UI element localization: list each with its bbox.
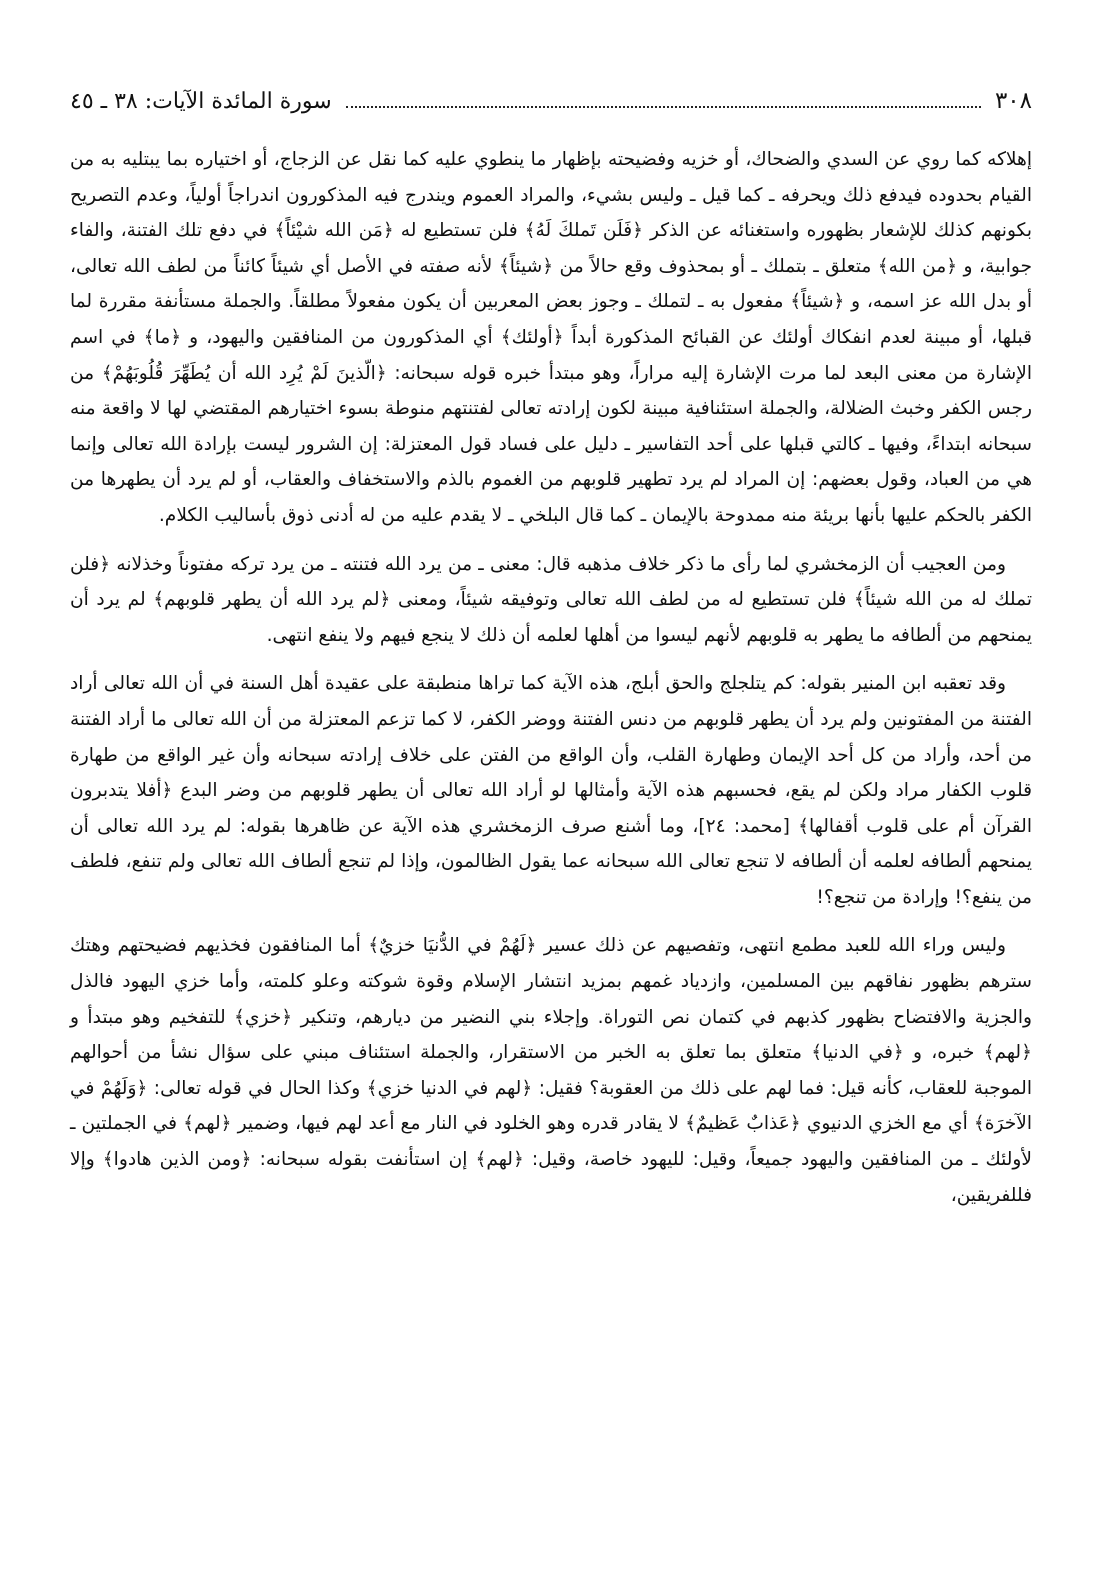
paragraph-gap <box>70 534 1032 547</box>
paragraph-gap <box>70 653 1032 666</box>
header-dotted-leader <box>346 84 981 108</box>
surah-title: سورة المائدة الآيات: ٣٨ ـ ٤٥ <box>70 89 332 114</box>
paragraph: ومن العجيب أن الزمخشري لما رأى ما ذكر خلاف مذهبه قال: معنى ـ من يرد الله فتنته ـ من يرد تركه مفتوناً وخذلانه ﴿فلن تملك له من الله شيئاً﴾ فلن تستطيع له من لطف الله تعالى وتوفيقه شيئاً، ومعنى ﴿لم يرد الله أن يطهر قلوبهم﴾ لم يرد أن يمنحهم من ألطافه ما يطهر به قلوبهم لأنهم ليسوا من أهلها لعلمه أن ذلك لا ينجع فيهم ولا ينفع انتهى. <box>70 553 1032 646</box>
paragraph-gap <box>70 915 1032 928</box>
page-number: ٣٠٨ <box>994 88 1032 114</box>
paragraph: وليس وراء الله للعبد مطمع انتهى، وتفصيهم عن ذلك عسير ﴿لَهُمْ في الدُّنيَا خزيٌ﴾ أما المنافقون فخذيهم فضيحتهم وهتك سترهم بظهور نفاقهم بين المسلمين، وازدياد غمهم بمزيد انتشار الإسلام وقوة شوكته وعلو كلمته، وأما خزي اليهود فالذل والجزية والافتضاح بظهور كذبهم في كتمان نص التوراة. وإجلاء بني النضير من ديارهم، وتنكير ﴿خزي﴾ للتفخيم وهو مبتدأ و ﴿لهم﴾ خبره، و ﴿في الدنيا﴾ متعلق بما تعلق به الخبر من الاستقرار، والجملة استئناف مبني على سؤال نشأ من أحوالهم الموجبة للعقاب، كأنه قيل: فما لهم على ذلك من العقوبة؟ فقيل: ﴿لهم في الدنيا خزي﴾ وكذا الحال في قوله تعالى: ﴿وَلَهُمْ في الآخرَة﴾ أي مع الخزي الدنيوي ﴿عَذابٌ عَظيمٌ﴾ لا يقادر قدره وهو الخلود في النار مع أعد لهم فيها، وضمير ﴿لهم﴾ في الجملتين ـ لأولئك ـ من المنافقين واليهود جميعاً، وقيل: لليهود خاصة، وقيل: ﴿لهم﴾ إن استأنفت بقوله سبحانه: ﴿ومن الذين هادوا﴾ وإلا فللفريقين، <box>70 935 1032 1206</box>
page-header <box>70 84 1032 124</box>
paragraph: وقد تعقبه ابن المنير بقوله: كم يتلجلج والحق أبلج، هذه الآية كما تراها منطبقة على عقيدة أهل السنة في أن الله تعالى أراد الفتنة من المفتونين ولم يرد أن يطهر قلوبهم من دنس الفتنة ووضر الكفر، لا كما تزعم المعتزلة من أن الله تعالى ما أراد الفتنة من أحد، وأراد من كل أحد الإيمان وطهارة القلب، وأن الواقع من الفتن على خلاف إرادته سبحانه وأن غير الواقع من طهارة قلوب الكفار مراد ولكن لم يقع، فحسبهم هذه الآية وأمثالها لو أراد الله تعالى أن يطهر قلوبهم من وضر البدع ﴿أفلا يتدبرون القرآن أم على قلوب أقفالها﴾ [محمد: ٢٤]، وما أشنع صرف الزمخشري هذه الآية عن ظاهرها بقوله: لم يرد الله تعالى أن يمنحهم ألطافه لعلمه أن ألطافه لا تنجع تعالى الله سبحانه عما يقول الظالمون، وإذا لم تنجع ألطاف الله تعالى ولم تنفع، فلطف من ينفع؟! وإرادة من تنجع؟! <box>70 673 1032 908</box>
book-page <box>70 84 1032 1554</box>
commentary-text <box>70 142 1032 1213</box>
paragraph: إهلاكه كما روي عن السدي والضحاك، أو خزيه وفضيحته بإظهار ما ينطوي عليه كما نقل عن الزجاج، أو اختياره بما يبتليه به من القيام بحدوده فيدفع ذلك ويحرفه ـ كما قيل ـ وليس بشيء، والمراد العموم ويندرج فيه المذكورون اندراجاً أولياً، وعدم التصريح بكونهم كذلك للإشعار بظهوره واستغنائه عن الذكر ﴿فَلَن تَملكَ لَهُ﴾ فلن تستطيع له ﴿مَن الله شيْئاً﴾ في دفع تلك الفتنة، والفاء جوابية، و ﴿من الله﴾ متعلق ـ بتملك ـ أو بمحذوف وقع حالاً من ﴿شيئاً﴾ لأنه صفته في الأصل أي شيئاً كائناً من لطف الله تعالى، أو بدل الله عز اسمه، و ﴿شيئاً﴾ مفعول به ـ لتملك ـ وجوز بعض المعربين أن يكون مفعولاً مطلقاً. والجملة مستأنفة مقررة لما قبلها، أو مبينة لعدم انفكاك أولئك عن القبائح المذكورة أبداً ﴿أولئك﴾ أي المذكورون من المنافقين واليهود، و ﴿ما﴾ في اسم الإشارة من معنى البعد لما مرت الإشارة إليه مراراً، وهو مبتدأ خبره قوله سبحانه: ﴿الّذينَ لَمْ يُرِد الله أن يُطَهِّرَ قُلُوبَهُمْ﴾ من رجس الكفر وخبث الضلالة، والجملة استئنافية مبينة لكون إرادته تعالى لفتنتهم منوطة بسوء اختيارهم المقتضي لها لا واقعة منه سبحانه ابتداءً، وفيها ـ كالتي قبلها على أحد التفاسير ـ دليل على فساد قول المعتزلة: إن الشرور ليست بإرادة الله تعالى وإنما هي من العباد، وقول بعضهم: إن المراد لم يرد تطهير قلوبهم من الغموم بالذم والاستخفاف والعقاب، أو لم يرد أن يطهرها من الكفر بالحكم عليها بأنها بريئة منه ممدوحة بالإيمان ـ كما قال البلخي ـ لا يقدم عليه من له أدنى ذوق بأساليب الكلام. <box>70 149 1032 526</box>
